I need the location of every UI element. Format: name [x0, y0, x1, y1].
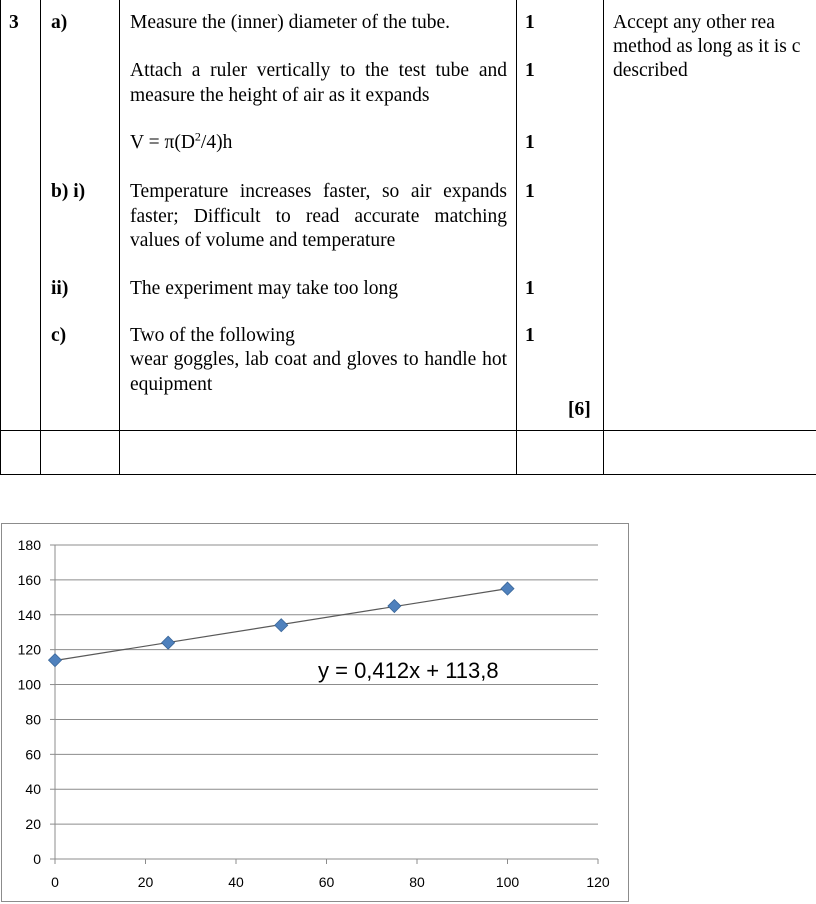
y-tick-label: 140	[17, 606, 41, 623]
answer-temperature: Temperature increases faster, so air expands faster; Difficult to read accurate matching values of volume and temperature	[130, 181, 507, 251]
table-divider	[119, 0, 120, 475]
y-tick-label: 20	[25, 816, 41, 833]
table-divider	[603, 0, 604, 475]
answer-measure-diameter: Measure the (inner) diameter of the tube.	[130, 12, 450, 33]
x-tick-label: 60	[318, 874, 335, 890]
total-marks: [6]	[568, 399, 591, 420]
mark: 1	[525, 132, 535, 153]
comment-line: method as long as it is c	[613, 36, 801, 57]
part-label-c: c)	[51, 325, 67, 346]
answer-volume-formula	[130, 131, 507, 156]
mark: 1	[525, 12, 535, 33]
trendline-equation: y = 0,412x + 113,8	[318, 658, 499, 683]
chart-canvas	[2, 524, 628, 901]
mark: 1	[525, 325, 535, 346]
table-row-divider	[0, 430, 816, 431]
x-tick-label: 120	[586, 874, 610, 890]
scatter-chart	[1, 523, 629, 902]
answer-experiment-long: The experiment may take too long	[130, 278, 399, 299]
y-tick-label: 0	[33, 851, 41, 867]
table-border-left	[0, 0, 1, 475]
part-label-b-ii: ii)	[51, 278, 69, 299]
x-tick-label: 20	[137, 874, 154, 890]
table-divider	[40, 0, 41, 475]
y-tick-label: 180	[17, 537, 41, 553]
question-number: 3	[9, 12, 19, 33]
mark: 1	[525, 60, 535, 81]
answer-safety: wear goggles, lab coat and gloves to handle hot equipment	[130, 349, 507, 395]
x-tick-label: 0	[51, 874, 59, 890]
data-point	[388, 600, 401, 613]
part-label-b-i: b) i)	[51, 181, 86, 202]
formula-exponent: 2	[194, 129, 201, 144]
mark: 1	[525, 278, 535, 299]
y-tick-label: 60	[25, 746, 41, 763]
y-tick-label: 80	[25, 711, 41, 728]
formula-part: /4)h	[200, 132, 233, 153]
data-point	[49, 654, 62, 667]
answer-attach-ruler: Attach a ruler vertically to the test tube and measure the height of air as it expands	[130, 60, 507, 106]
data-point	[275, 619, 288, 632]
y-tick-label: 120	[17, 641, 41, 658]
x-tick-label: 40	[228, 874, 244, 890]
part-label-a: a)	[51, 12, 68, 33]
mark: 1	[525, 181, 535, 202]
x-tick-label: 100	[495, 874, 520, 890]
table-border-bottom	[0, 474, 816, 475]
data-point	[162, 636, 175, 649]
data-point	[501, 582, 514, 595]
y-tick-label: 100	[17, 676, 41, 693]
formula-part: V = π(D	[130, 132, 195, 153]
y-tick-label: 160	[17, 571, 41, 588]
table-divider	[516, 0, 517, 475]
answer-two-following: Two of the following	[130, 325, 295, 346]
x-tick-label: 80	[409, 874, 425, 890]
comment-line: described	[613, 60, 688, 81]
y-tick-label: 40	[25, 781, 41, 798]
comment-line: Accept any other rea	[613, 12, 775, 33]
